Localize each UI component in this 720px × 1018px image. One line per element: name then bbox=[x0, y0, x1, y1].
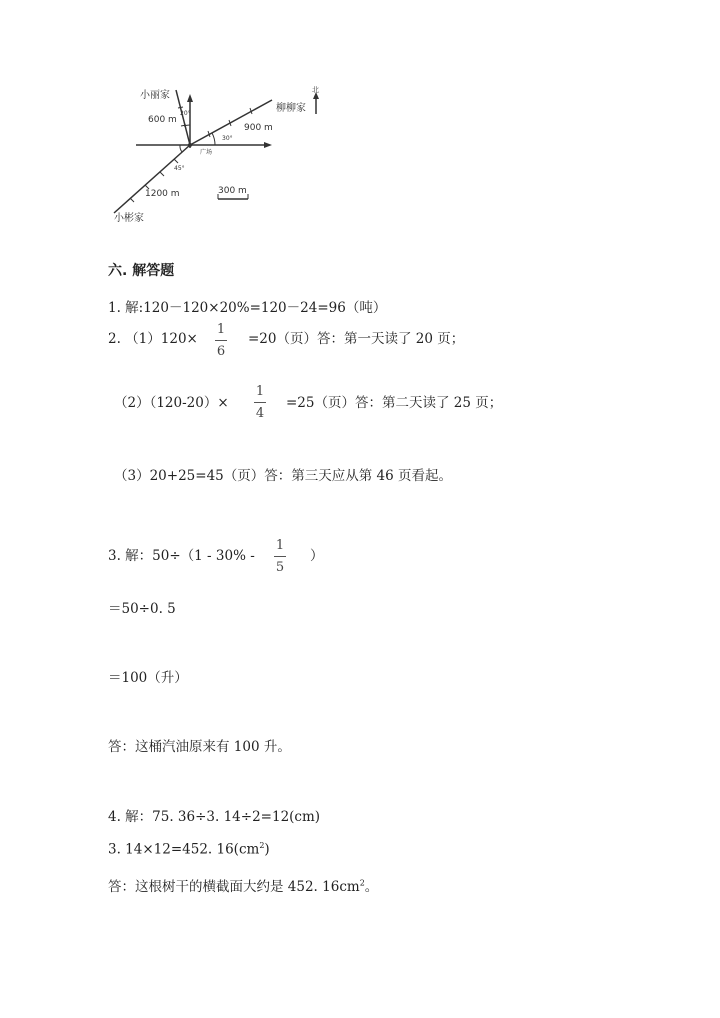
q4-line2-end: ) bbox=[264, 841, 270, 858]
label-angle-30: 30° bbox=[222, 135, 233, 142]
q2-line2-prefix: （2）（120-20）× bbox=[114, 395, 229, 411]
q3-line1-prefix: 3. 解：50÷（1 - 30% - bbox=[108, 548, 255, 564]
q3-line1-suffix: ） bbox=[310, 548, 324, 564]
north-axis-arrow bbox=[187, 94, 193, 102]
label-dist-600: 600 m bbox=[148, 115, 177, 125]
ray-xiaobin bbox=[114, 145, 190, 213]
label-square: 广场 bbox=[200, 149, 213, 156]
direction-map bbox=[100, 80, 340, 230]
q2-line2-suffix: =25（页）答：第二天读了 25 页； bbox=[286, 395, 503, 411]
fraction-denominator: 5 bbox=[275, 560, 285, 575]
label-dist-900: 900 m bbox=[244, 123, 273, 133]
label-liuliu: 柳柳家 bbox=[276, 103, 306, 114]
q4-line2-main: 3. 14×12=452. 16(cm bbox=[108, 841, 260, 858]
label-scale: 300 m bbox=[218, 186, 247, 196]
q3-answer: 答：这桶汽油原来有 100 升。 bbox=[108, 739, 291, 755]
fraction-numerator: 1 bbox=[275, 538, 285, 553]
label-xiaoli: 小丽家 bbox=[140, 90, 170, 101]
q4-answer-sup: 2 bbox=[359, 878, 365, 888]
label-dist-1200: 1200 m bbox=[145, 189, 180, 199]
q1-line: 1. 解:120－120×20%=120－24=96（吨） bbox=[108, 300, 387, 316]
q2-line1-prefix: 2. （1）120× bbox=[108, 331, 198, 347]
q4-line2 bbox=[108, 841, 270, 858]
fraction-denominator: 4 bbox=[255, 406, 265, 421]
fraction-numerator: 1 bbox=[255, 384, 265, 399]
label-angle-20: 20° bbox=[180, 110, 191, 117]
fraction-one-fifth bbox=[272, 538, 288, 576]
q4-answer-end: 。 bbox=[364, 879, 379, 895]
q2-line3: （3）20+25=45（页）答：第三天应从第 46 页看起。 bbox=[114, 468, 453, 484]
east-axis-arrow bbox=[264, 142, 272, 148]
section-title: 六. 解答题 bbox=[108, 263, 175, 279]
q4-answer-main: 答：这根树干的横截面大约是 452. 16cm bbox=[108, 879, 360, 895]
q3-line3: ＝100（升） bbox=[108, 670, 188, 686]
ray-xiaoli bbox=[176, 90, 190, 145]
label-north: 北 bbox=[312, 86, 319, 94]
label-xiaobin: 小彬家 bbox=[114, 213, 144, 224]
fraction-one-sixth bbox=[213, 322, 229, 360]
fraction-denominator: 6 bbox=[216, 344, 226, 359]
q4-answer bbox=[108, 875, 378, 895]
q4-line2-sup: 2 bbox=[259, 841, 265, 850]
fraction-one-quarter bbox=[252, 384, 268, 422]
q2-line1-suffix: =20（页）答：第一天读了 20 页； bbox=[248, 331, 465, 347]
fraction-numerator: 1 bbox=[216, 322, 226, 337]
q4-line1: 4. 解：75. 36÷3. 14÷2=12(cm) bbox=[108, 809, 321, 825]
q3-line2: ＝50÷0. 5 bbox=[108, 601, 176, 617]
label-angle-45: 45° bbox=[174, 165, 185, 172]
